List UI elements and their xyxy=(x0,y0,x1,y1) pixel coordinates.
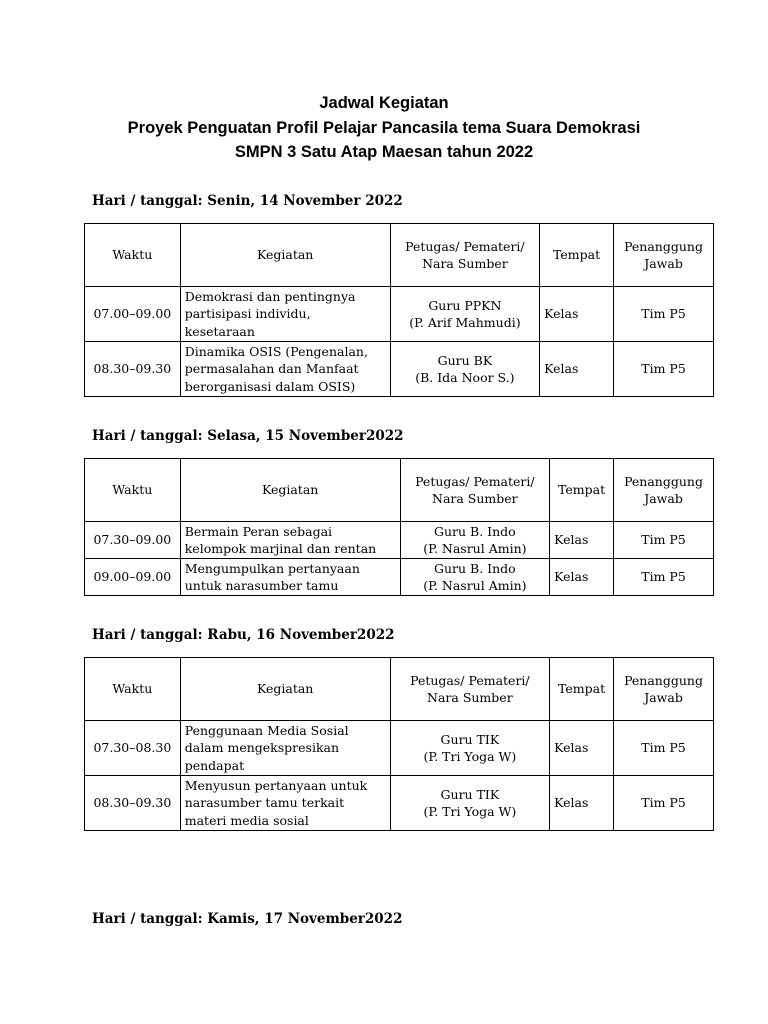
activity-line: partisipasi individu, xyxy=(184,306,311,322)
speaker-cell xyxy=(400,522,550,559)
speaker-role: Guru B. Indo xyxy=(434,560,516,576)
column-header-tempat: Tempat xyxy=(550,459,614,522)
column-header-petugas xyxy=(390,224,540,287)
column-header-petugas-line1: Petugas/ Pemateri/ xyxy=(415,473,535,489)
activity-line: narasumber tamu terkait xyxy=(184,795,345,811)
day-label-rabu: Hari / tanggal: Rabu, 16 November2022 xyxy=(92,627,395,643)
activity-line: dalam mengekspresikan xyxy=(184,740,340,756)
time-cell: 08.30–09.30 xyxy=(85,342,181,397)
speaker-name: (P. Nasrul Amin) xyxy=(423,578,527,593)
column-header-pj-line2: Jawab xyxy=(644,256,683,271)
activity-line: kesetaraan xyxy=(184,323,255,339)
column-header-petugas-line2: Nara Sumber xyxy=(432,491,518,506)
place-cell: Kelas xyxy=(540,342,614,397)
speaker-name: (B. Ida Noor S.) xyxy=(415,370,515,385)
document-subtitle: Proyek Penguatan Profil Pelajar Pancasila tema Suara Demokrasi xyxy=(127,119,641,137)
table-header-row xyxy=(85,459,714,522)
activity-line: permasalahan dan Manfaat xyxy=(184,361,359,377)
column-header-kegiatan: Kegiatan xyxy=(180,658,390,721)
pic-cell: Tim P5 xyxy=(614,342,714,397)
pic-cell: Tim P5 xyxy=(614,721,714,776)
column-header-kegiatan: Kegiatan xyxy=(180,224,390,287)
column-header-pj-line1: Penanggung xyxy=(624,473,703,489)
document-title: Jadwal Kegiatan xyxy=(319,94,449,112)
table-header-row xyxy=(85,658,714,721)
time-cell: 07.00–09.00 xyxy=(85,287,181,342)
activity-line: materi media sosial xyxy=(184,812,309,828)
speaker-cell xyxy=(400,559,550,596)
column-header-petugas-line1: Petugas/ Pemateri/ xyxy=(410,672,530,688)
column-header-waktu: Waktu xyxy=(85,224,181,287)
column-header-penanggung-jawab xyxy=(614,224,714,287)
activity-line: pendapat xyxy=(184,757,245,773)
activity-line: kelompok marjinal dan rentan xyxy=(184,541,377,556)
speaker-cell xyxy=(390,342,540,397)
time-cell: 08.30–09.30 xyxy=(85,776,181,831)
table-row xyxy=(85,522,714,559)
column-header-petugas xyxy=(390,658,549,721)
table-row xyxy=(85,342,714,397)
speaker-cell xyxy=(390,287,540,342)
column-header-tempat: Tempat xyxy=(550,658,614,721)
day-label-selasa: Hari / tanggal: Selasa, 15 November2022 xyxy=(92,428,404,444)
place-cell: Kelas xyxy=(550,522,614,559)
speaker-role: Guru B. Indo xyxy=(434,523,516,539)
column-header-pj-line2: Jawab xyxy=(644,491,683,506)
column-header-kegiatan: Kegiatan xyxy=(180,459,400,522)
column-header-penanggung-jawab xyxy=(614,459,714,522)
activity-line: Penggunaan Media Sosial xyxy=(184,722,349,738)
column-header-pj-line1: Penanggung xyxy=(624,238,703,254)
activity-line: Dinamika OSIS (Pengenalan, xyxy=(184,343,368,359)
column-header-petugas-line2: Nara Sumber xyxy=(427,690,513,705)
activity-line: untuk narasumber tamu xyxy=(184,578,339,593)
activity-cell xyxy=(180,776,390,831)
speaker-cell xyxy=(390,776,549,831)
speaker-name: (P. Nasrul Amin) xyxy=(423,541,527,556)
day-label-kamis: Hari / tanggal: Kamis, 17 November2022 xyxy=(92,911,403,927)
speaker-role: Guru TIK xyxy=(440,731,500,747)
pic-cell: Tim P5 xyxy=(614,522,714,559)
activity-line: berorganisasi dalam OSIS) xyxy=(184,378,356,394)
activity-line: Menyusun pertanyaan untuk xyxy=(184,777,368,793)
schedule-table-selasa xyxy=(84,458,714,596)
column-header-petugas xyxy=(400,459,550,522)
place-cell: Kelas xyxy=(550,776,614,831)
speaker-role: Guru BK xyxy=(437,352,493,368)
activity-cell xyxy=(180,559,400,596)
column-header-tempat: Tempat xyxy=(540,224,614,287)
day-label-senin: Hari / tanggal: Senin, 14 November 2022 xyxy=(92,193,403,209)
place-cell: Kelas xyxy=(550,559,614,596)
speaker-cell xyxy=(390,721,549,776)
column-header-penanggung-jawab xyxy=(614,658,714,721)
table-row xyxy=(85,559,714,596)
column-header-waktu: Waktu xyxy=(85,459,181,522)
speaker-name: (P. Tri Yoga W) xyxy=(423,804,517,819)
activity-cell xyxy=(180,721,390,776)
place-cell: Kelas xyxy=(540,287,614,342)
table-header-row xyxy=(85,224,714,287)
activity-cell xyxy=(180,522,400,559)
table-row xyxy=(85,287,714,342)
table-row xyxy=(85,776,714,831)
activity-line: Mengumpulkan pertanyaan xyxy=(184,560,360,576)
pic-cell: Tim P5 xyxy=(614,287,714,342)
activity-line: Demokrasi dan pentingnya xyxy=(184,288,356,304)
speaker-role: Guru TIK xyxy=(440,786,500,802)
column-header-waktu: Waktu xyxy=(85,658,181,721)
activity-cell xyxy=(180,342,390,397)
speaker-role: Guru PPKN xyxy=(428,297,502,313)
pic-cell: Tim P5 xyxy=(614,559,714,596)
speaker-name: (P. Arif Mahmudi) xyxy=(409,315,521,330)
time-cell: 07.30–09.00 xyxy=(85,522,181,559)
column-header-pj-line2: Jawab xyxy=(644,690,683,705)
activity-cell xyxy=(180,287,390,342)
place-cell: Kelas xyxy=(550,721,614,776)
column-header-petugas-line2: Nara Sumber xyxy=(422,256,508,271)
schedule-table-senin xyxy=(84,223,714,397)
document-school-line: SMPN 3 Satu Atap Maesan tahun 2022 xyxy=(234,143,534,161)
schedule-table-rabu xyxy=(84,657,714,831)
table-row xyxy=(85,721,714,776)
time-cell: 09.00–09.00 xyxy=(85,559,181,596)
column-header-petugas-line1: Petugas/ Pemateri/ xyxy=(405,238,525,254)
column-header-pj-line1: Penanggung xyxy=(624,672,703,688)
pic-cell: Tim P5 xyxy=(614,776,714,831)
activity-line: Bermain Peran sebagai xyxy=(184,523,333,539)
time-cell: 07.30–08.30 xyxy=(85,721,181,776)
speaker-name: (P. Tri Yoga W) xyxy=(423,749,517,764)
